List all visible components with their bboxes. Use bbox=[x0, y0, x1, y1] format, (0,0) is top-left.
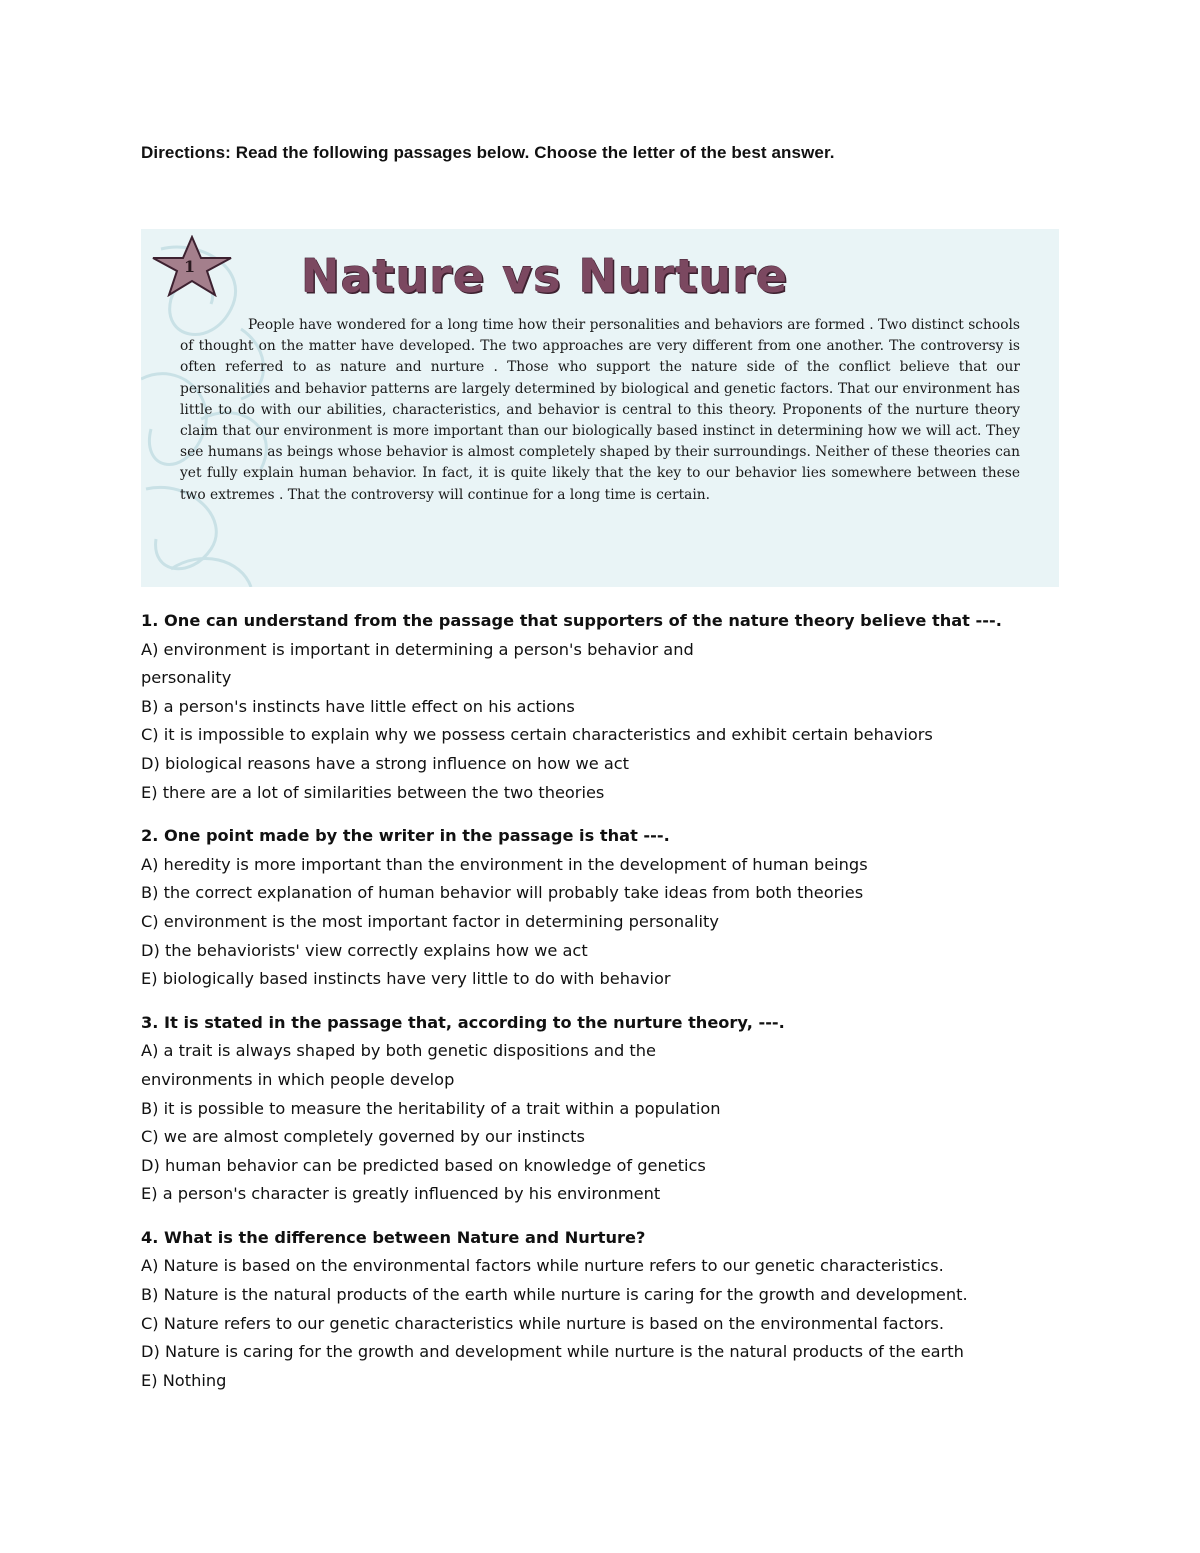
question-2 bbox=[141, 822, 1061, 994]
answer-option-a-continued: personality bbox=[141, 668, 232, 688]
answer-option-d bbox=[141, 750, 1061, 779]
answer-option-d bbox=[141, 937, 1061, 966]
question-title: 1. One can understand from the passage that supporters of the nature theory believe that ---. bbox=[141, 611, 1002, 630]
option-letter: D) bbox=[141, 753, 160, 773]
answer-option-a bbox=[141, 636, 1061, 665]
question-1 bbox=[141, 607, 1061, 807]
option-text: environment is the most important factor in determining personality bbox=[163, 911, 719, 931]
passage-number: 1 bbox=[184, 257, 196, 276]
answer-option-d bbox=[141, 1338, 1061, 1367]
question-title: 3. It is stated in the passage that, according to the nurture theory, ---. bbox=[141, 1012, 785, 1032]
answer-option-b bbox=[141, 693, 1061, 722]
passage-title: Nature vs Nurture bbox=[301, 249, 789, 303]
option-text: Nature refers to our genetic characteristics while nurture is based on the environmental factors. bbox=[163, 1313, 944, 1333]
option-text: a person's character is greatly influenced by his environment bbox=[162, 1184, 661, 1204]
option-text: the behaviorists' view correctly explains how we act bbox=[164, 940, 588, 960]
passage-body: People have wondered for a long time how their personalities and behaviors are formed . Two distinct schools of thought on the matter have developed. The two approaches are very different from one another. The controversy is often referred to as nature and nurture . Those who support the nature side of the conflict believe that our personalities and behavior patterns are largely determined by biological and genetic factors. That our environment has little to do with our abilities, characteristics, and behavior is central to this theory. Proponents of the nurture theory claim that our environment is more important than our biologically based instinct in determining how we will act. They see humans as beings whose behavior is almost completely shaped by their surroundings. Neither of these theories can yet fully explain human behavior. In fact, it is quite likely that the key to our behavior lies somewhere between these two extremes . That the controversy will continue for a long time is certain. bbox=[180, 317, 1020, 503]
option-letter: C) bbox=[141, 1127, 159, 1147]
answer-option-b bbox=[141, 1281, 1061, 1310]
option-text: Nothing bbox=[162, 1370, 227, 1390]
answer-option-e bbox=[141, 779, 1061, 808]
answer-option-c bbox=[141, 721, 1061, 750]
option-text: a trait is always shaped by both genetic dispositions and the bbox=[163, 1041, 656, 1061]
directions-text: Directions: Read the following passages below. Choose the letter of the best answer. bbox=[141, 143, 835, 162]
answer-option-a-continued: environments in which people develop bbox=[141, 1069, 455, 1089]
answer-option-a bbox=[141, 851, 1061, 880]
passage-panel bbox=[141, 229, 1059, 587]
option-text: it is possible to measure the heritability of a trait within a population bbox=[163, 1098, 721, 1118]
option-letter: D) bbox=[141, 1342, 160, 1362]
option-text: heredity is more important than the environment in the development of human beings bbox=[163, 854, 868, 874]
option-text: Nature is the natural products of the earth while nurture is caring for the growth and development. bbox=[163, 1285, 968, 1305]
option-letter: C) bbox=[141, 1313, 159, 1333]
answer-option-e bbox=[141, 965, 1061, 994]
option-text: we are almost completely governed by our instincts bbox=[163, 1127, 585, 1147]
answer-option-e bbox=[141, 1367, 1061, 1396]
option-text: the correct explanation of human behavior will probably take ideas from both theories bbox=[163, 883, 864, 903]
option-letter: E) bbox=[141, 969, 158, 989]
question-title: 4. What is the difference between Nature and Nurture? bbox=[141, 1227, 646, 1247]
question-3 bbox=[141, 1009, 1061, 1209]
answer-option-a bbox=[141, 1037, 1061, 1066]
option-letter: B) bbox=[141, 1098, 159, 1118]
option-letter: C) bbox=[141, 725, 159, 745]
option-text: it is impossible to explain why we possess certain characteristics and exhibit certain behaviors bbox=[163, 725, 933, 745]
option-letter: A) bbox=[141, 639, 159, 659]
option-letter: C) bbox=[141, 911, 159, 931]
answer-option-e bbox=[141, 1180, 1061, 1209]
option-letter: B) bbox=[141, 696, 159, 716]
answer-option-c bbox=[141, 1123, 1061, 1152]
option-letter: B) bbox=[141, 883, 159, 903]
option-text: there are a lot of similarities between the two theories bbox=[162, 782, 605, 802]
answer-option-c bbox=[141, 1310, 1061, 1339]
question-list bbox=[141, 607, 1061, 1410]
answer-option-b bbox=[141, 879, 1061, 908]
option-letter: D) bbox=[141, 1155, 160, 1175]
option-text: Nature is caring for the growth and development while nurture is the natural products of the earth bbox=[164, 1342, 964, 1362]
option-text: human behavior can be predicted based on knowledge of genetics bbox=[164, 1155, 706, 1175]
option-text: biologically based instincts have very little to do with behavior bbox=[162, 969, 671, 989]
option-text: Nature is based on the environmental factors while nurture refers to our genetic characteristics. bbox=[163, 1256, 944, 1276]
option-letter: E) bbox=[141, 782, 158, 802]
answer-option-a bbox=[141, 1252, 1061, 1281]
option-letter: E) bbox=[141, 1184, 158, 1204]
question-title: 2. One point made by the writer in the passage is that ---. bbox=[141, 826, 670, 846]
option-letter: A) bbox=[141, 854, 159, 874]
option-letter: A) bbox=[141, 1256, 159, 1276]
option-letter: D) bbox=[141, 940, 160, 960]
option-text: biological reasons have a strong influence on how we act bbox=[164, 753, 629, 773]
option-text: a person's instincts have little effect on his actions bbox=[163, 696, 575, 716]
option-text: environment is important in determining a person's behavior and bbox=[163, 639, 694, 659]
answer-option-b bbox=[141, 1095, 1061, 1124]
question-4 bbox=[141, 1224, 1061, 1396]
option-letter: A) bbox=[141, 1041, 159, 1061]
option-letter: E) bbox=[141, 1370, 158, 1390]
answer-option-d bbox=[141, 1152, 1061, 1181]
option-letter: B) bbox=[141, 1285, 159, 1305]
answer-option-c bbox=[141, 908, 1061, 937]
